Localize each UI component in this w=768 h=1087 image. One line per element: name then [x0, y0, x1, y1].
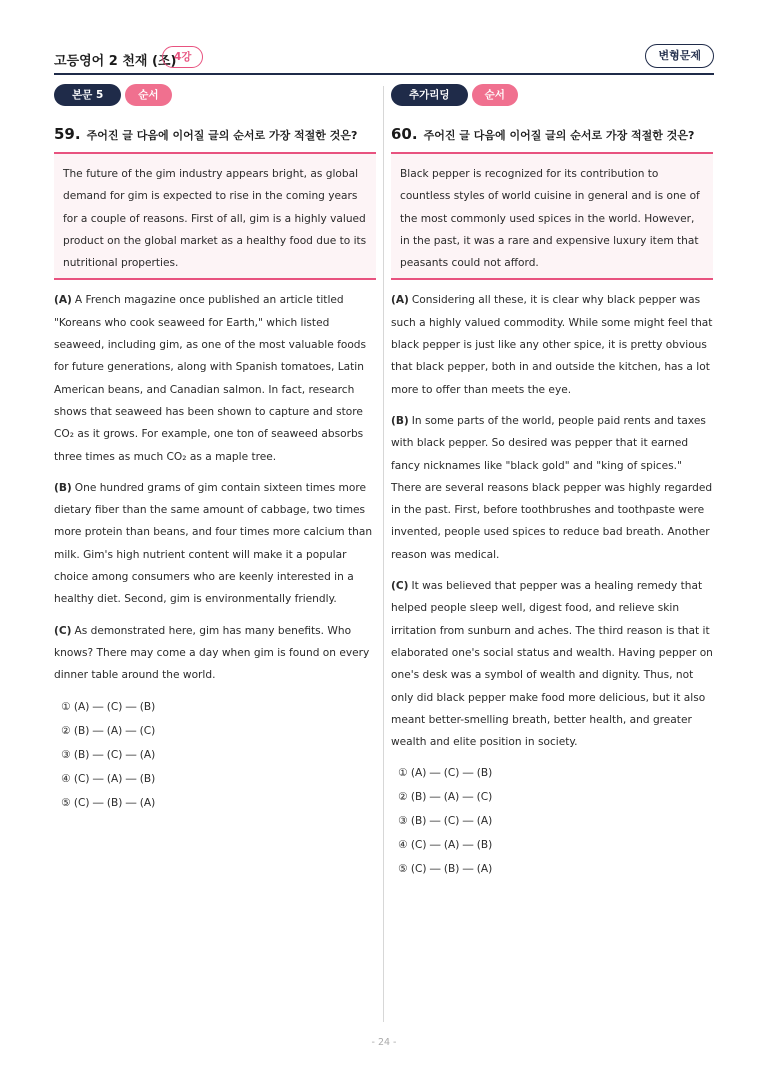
source-tag: 본문 5: [54, 84, 121, 106]
choice-1[interactable]: ① (A) ― (C) ― (B): [398, 767, 493, 780]
paragraph-text: A French magazine once published an article titled "Koreans who cook seaweed for Earth," which listed seaweed, including gim, as one of the most valuable foods for future generations, along with Spanish tomatoes, Latin American beans, and Canadian salmon. In fact, research shows that seaweed has been shown to capture and store CO₂ as it grows. For example, one ton of seaweed absorbs three times as much CO₂ as a maple tree.: [54, 294, 367, 463]
lesson-badge: 4강: [162, 46, 203, 68]
paragraph-label: (A): [391, 294, 409, 307]
choice-2[interactable]: ② (B) ― (A) ― (C): [398, 791, 493, 804]
type-tag: 순서: [125, 84, 171, 106]
paragraph-b: [54, 477, 376, 611]
question-number: 60.: [391, 125, 418, 143]
question-60: [391, 84, 713, 881]
paragraph-label: (C): [391, 580, 409, 593]
paragraph-text: In some parts of the world, people paid rents and taxes with black pepper. So desired was pepper that it earned fancy nicknames like "black gold" and "king of spices." There are several reasons black pepper was highly regarded in the past. First, before toothbrushes and toothpaste were invented, people used spices to reduce bad breath. Another reason was medical.: [391, 414, 713, 561]
paragraph-a: [54, 289, 376, 467]
paragraph-text: It was believed that pepper was a healing remedy that helped people sleep well, digest food, and relieve skin irritation from sunburn and aches. The third reason is that it elaborated one's social status and wealth. Having pepper on one's desk was a symbol of wealth and dignity. Thus, not only did black pepper make food more delicious, but it also meant better-smelling breath, better health, and greater wealth and elite position in society.: [391, 580, 713, 749]
page-number: - 24 -: [371, 1037, 397, 1048]
paragraph-text: One hundred grams of gim contain sixteen times more dietary fiber than the same amount of cabbage, two times more protein than beans, and four times more calcium than milk. Gim's high nutrient content will make it a popular choice among consumers who are keenly interested in a healthy diet. Second, gim is environmentally friendly.: [54, 481, 373, 606]
question-number: 59.: [54, 125, 81, 143]
paragraph-text: Considering all these, it is clear why black pepper was such a highly valued commodity. While some might feel that black pepper is just like any other spice, it is pretty obvious that black pepper, both in and outside the kitchen, has a lot more to offer than meets the eye.: [391, 294, 713, 396]
question-tags: [391, 84, 713, 106]
question-tags: [54, 84, 376, 106]
paragraph-label: (A): [54, 294, 72, 307]
source-tag: 추가리딩: [391, 84, 468, 106]
column-divider: [383, 86, 384, 1022]
variant-badge: 변형문제: [645, 44, 714, 68]
paragraph-text: As demonstrated here, gim has many benefits. Who knows? There may come a day when gim is found on every dinner table around the world.: [54, 624, 370, 682]
choice-2[interactable]: ② (B) ― (A) ― (C): [61, 724, 156, 737]
paragraph-c: [391, 575, 713, 753]
type-tag: 순서: [472, 84, 518, 106]
choice-3[interactable]: ③ (B) ― (C) ― (A): [398, 815, 493, 828]
paragraph-label: (B): [54, 481, 72, 494]
question-59: [54, 84, 376, 815]
question-stem: [54, 125, 376, 145]
paragraph-c: [54, 620, 376, 687]
given-passage: The future of the gim industry appears bright, as global demand for gim is expected to rise in the coming years for a couple of reasons. First of all, gim is a highly valued product on the global market as a healthy food due to its nutritional properties.: [54, 152, 376, 280]
choice-4[interactable]: ④ (C) ― (A) ― (B): [398, 839, 493, 852]
answer-choices: [391, 761, 713, 881]
given-passage: Black pepper is recognized for its contribution to countless styles of world cuisine in general and is one of the most commonly used spices in the world. However, in the past, it was a rare and expensive luxury item that peasants could not afford.: [391, 152, 713, 280]
page-header: [54, 44, 714, 72]
question-stem: [391, 125, 713, 145]
paragraph-a: [391, 289, 713, 400]
choice-5[interactable]: ⑤ (C) ― (B) ― (A): [398, 863, 493, 876]
question-text: 주어진 글 다음에 이어질 글의 순서로 가장 적절한 것은?: [423, 129, 695, 142]
paragraph-label: (C): [54, 624, 72, 637]
question-text: 주어진 글 다음에 이어질 글의 순서로 가장 적절한 것은?: [86, 129, 358, 142]
answer-choices: [54, 695, 376, 815]
choice-4[interactable]: ④ (C) ― (A) ― (B): [61, 772, 156, 785]
paragraph-b: [391, 410, 713, 566]
choice-5[interactable]: ⑤ (C) ― (B) ― (A): [61, 796, 156, 809]
textbook-title: 고등영어 2 천재 (조): [54, 54, 177, 69]
choice-1[interactable]: ① (A) ― (C) ― (B): [61, 700, 156, 713]
paragraph-label: (B): [391, 414, 409, 427]
choice-3[interactable]: ③ (B) ― (C) ― (A): [61, 748, 156, 761]
header-rule: [54, 73, 714, 75]
